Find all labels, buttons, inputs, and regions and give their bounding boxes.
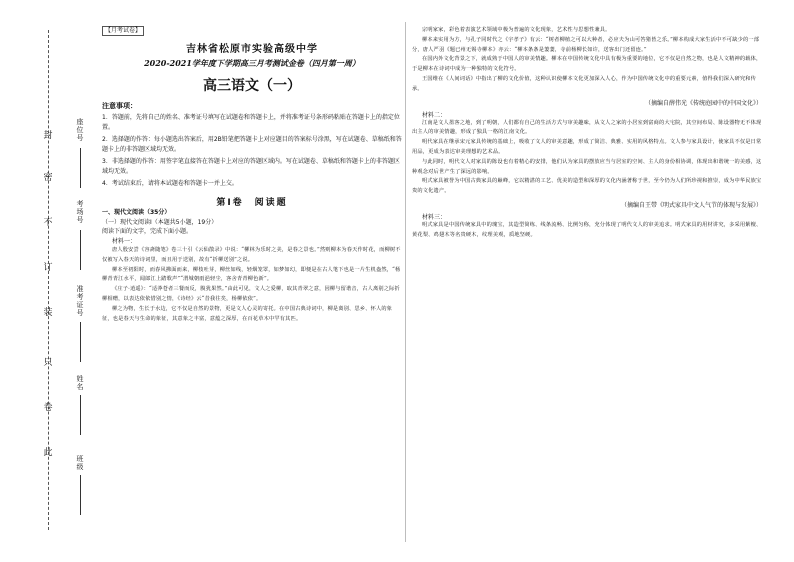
passage-paragraph: 柳本来实用为方，与孔子同时代之《宇孝子》有云：“树者柳植之可以大种者，必应夫为山可答猪皆之乐。”柳本构成大家生活中不可缺少的一部分，唐人严羽《题已州无锡寺柳本》亦云：“柳本条条是萋萋，寺前杨柳长如许，送客出门还留连。” <box>412 36 760 53</box>
class-label: 班级 <box>76 455 84 471</box>
binding-margin <box>0 0 100 562</box>
ticket-number-field[interactable] <box>80 322 81 362</box>
seal-char: 只 <box>43 358 53 368</box>
question-section: 一、现代文阅读（35分） <box>102 209 171 216</box>
passage-paragraph: 明式家具被誉为中国古典家具的巅峰，它以精湛的工艺、优美的造型和深厚的文化内涵著称于世，至今仍为人们所珍视和推崇，成为中华民族宝贵的文化遗产。 <box>412 178 762 195</box>
passage-paragraph: 宗明家家，彩色着表演艺术领域中极为普遍的文化现象，艺术性与思想性兼具。 <box>422 27 611 33</box>
ticket-number-label: 准考证号 <box>76 285 84 317</box>
exam-room-field[interactable] <box>80 230 81 270</box>
question-instruction: 阅读下面的文字，完成下面小题。 <box>102 228 193 235</box>
column-divider <box>405 22 406 542</box>
exam-room-label: 考场号 <box>76 200 84 224</box>
seal-char: 订 <box>43 263 53 273</box>
passage-paragraph: 《庄子·逍遥》：“适莽苍者三餐而反，腹犹果然。”由此可见，文人之爱柳，取其青翠之意，因柳与留谐音，古人离别之际折柳相赠，以表达依依惜别之情，《诗经》云“昔我往矣，杨柳依依”。 <box>102 286 400 302</box>
passage-paragraph: 与此同时，明代文人对家具的陈设也有着精心的安排，他们认为家具的摆放应当与居室的空间、主人的身份相协调，体现出和谐统一的美感，这种观念对后世产生了深远的影响。 <box>412 158 762 175</box>
seal-char: 封 <box>43 131 53 141</box>
passage-paragraph: 柳本至初阳时，而春风拂面而来，柳枝吐芽，柳丝如线，轻烟笼罩，如梦如幻，即便是在古人笔下也是一片生机盎然，“杨柳青青江水平，闻郎江上踏歌声”“渭城朝雨浥轻尘，客舍青青柳色新”。 <box>102 266 401 283</box>
class-field[interactable] <box>80 475 81 515</box>
note-item: 3．非选择题的作答：用签字笔直接答在答题卡上对应的答题区域内。写在试题卷、草稿纸和答题卡上的非答题区域均无效。 <box>102 158 400 175</box>
note-item: 1．答题前，先将自己的姓名、准考证号填写在试题卷和答题卡上，并将准考证号条形码粘贴在答题卡上的指定位置。 <box>102 114 400 131</box>
note-item: 4．考试结束后，请将本试题卷和答题卡一并上交。 <box>102 180 238 187</box>
right-column <box>412 26 762 562</box>
name-field[interactable] <box>80 395 81 435</box>
name-label: 姓名 <box>76 375 84 391</box>
exam-badge: 【月考试卷】 <box>102 26 144 36</box>
seal-char: 卷 <box>43 403 53 413</box>
source-citation: （摘编自薛伟光《传统庭园中的中国文化》） <box>644 99 762 107</box>
material-label: 材料二： <box>422 111 447 119</box>
source-citation: （摘编自王带《明式家具中文人气节的体现与发展》） <box>620 201 762 209</box>
passage-paragraph: 江南是文人墨客之地，到了明朝，人们都有自己的生活方式与审美趣味，从文人之家的小居室到富商的大宅院，其空间布局、陈设器物无不体现出主人的审美情趣，形成了独具一格的江南文化。 <box>412 119 762 136</box>
notes-heading: 注意事项： <box>102 102 137 110</box>
material-label: 材料一： <box>112 237 137 245</box>
passage-paragraph: 柳之为物，生长于水边，它不仅是自然的景物，更是文人心灵的寄托。在中国古典诗词中，柳是离别、思乡、怀人的象征，也是春天与生命的象征，其意象之丰富，意蕴之深厚，在百花草木中罕有其匹。 <box>102 305 393 322</box>
exam-subtitle: 2020-2021学年度下学期高三月考测试金卷（四月第一周） <box>144 58 360 68</box>
seal-char: 此 <box>43 448 53 458</box>
seal-char: 密 <box>43 173 53 183</box>
part-title: 第Ⅰ卷 阅读题 <box>216 198 288 208</box>
material-label: 材料三： <box>422 213 447 221</box>
seal-char: 装 <box>43 308 53 318</box>
passage-paragraph: 明代家具在继承宋元家具传统的基础上，吸收了文人的审美意趣，形成了简洁、典雅、实用的风格特点。文人参与家具设计，使家具不仅是日常用品，更成为表达审美理想的艺术品。 <box>412 139 762 155</box>
left-column <box>102 26 402 562</box>
seal-char: 不 <box>43 218 53 228</box>
passage-paragraph: 在国内外文化背景之下，就成熟于中国人的审美情趣。柳本在中国传统文化中具有极为重要的地位，它不仅是自然之物，也是人文精神的载体，于是柳本在诗词中成为一种独特的文化符号。 <box>412 56 762 73</box>
seat-number-label: 座位号 <box>76 118 84 142</box>
note-item: 2．选择题的作答：每小题选出答案后，用2B铅笔把答题卡上对应题目的答案标号涂黑，写在试题卷、草稿纸和答题卡上的非答题区域均无效。 <box>102 136 402 153</box>
page-title: 高三语文（一） <box>203 78 301 94</box>
passage-paragraph: 唐人殷安尝《容斋随笔》卷三十引《云仙散录》中说：“柳林为乐时之美，是春之景也。”然则柳本为春天作时花，而柳树不仅被写入春天的诗词里，而且用于送别，故有“折柳送别”之说。 <box>102 247 401 263</box>
question-subsection: （一）现代文阅读Ⅰ（本题共5小题，19分） <box>102 218 218 226</box>
seat-number-field[interactable] <box>80 148 81 188</box>
school-name: 吉林省松原市实验高级中学 <box>186 44 318 55</box>
passage-paragraph: 明式家具是中国传统家具中的瑰宝，其造型简练、线条流畅、比例匀称，充分体现了明代文人的审美追求。明式家具的用材讲究，多采用紫檀、黄花梨、鸡翅木等名贵硬木，纹理美观，质地坚硬。 <box>412 221 762 238</box>
passage-paragraph: 王国维在《人间词话》中指出了柳的文化价值，这种认识使柳本文化更加深入人心，作为中国传统文化中的重要元素，值得我们深入研究和传承。 <box>412 75 757 92</box>
